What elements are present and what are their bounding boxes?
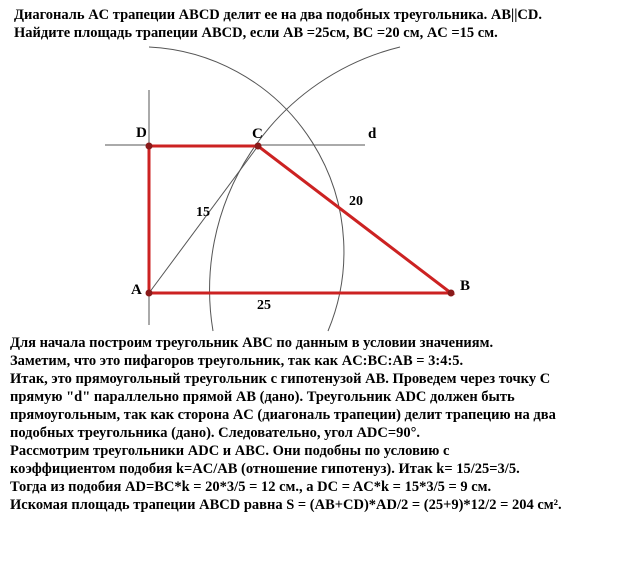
point-a (146, 290, 153, 297)
length-ac: 15 (196, 205, 210, 220)
point-d (146, 143, 153, 150)
solution-line: Тогда из подобия AD=BC*k = 20*3/5 = 12 см., а DC = AC*k = 15*3/5 = 9 см. (10, 479, 492, 495)
solution-line: Для начала построим треугольник ABC по данным в условии значениям. (10, 335, 494, 351)
problem-line-2: Найдите площадь трапеции ABCD, если AB =25см, BC =20 см, AC =15 см. (14, 25, 498, 41)
solution-line: прямоугольным, так как сторона AC (диагональ трапеции) делит трапецию на два (10, 407, 556, 423)
label-line-d: d (368, 126, 377, 142)
label-d: D (136, 125, 147, 141)
label-b: B (460, 278, 471, 294)
solution-line: Заметим, что это пифагоров треугольник, так как AC:BC:AB = 3:4:5. (10, 353, 464, 369)
length-ab: 25 (257, 298, 271, 313)
solution-line: Итак, это прямоугольный треугольник с гипотенузой AB. Проведем через точку С (10, 371, 551, 387)
solution-line: коэффициентом подобия k=AC/AB (отношение гипотенуз). Итак k= 15/25=3/5. (10, 461, 520, 477)
solution-line: прямую "d" параллельно прямой AB (дано). Треугольник ADC должен быть (10, 389, 515, 405)
solution-text (10, 334, 615, 514)
label-c: C (252, 126, 263, 142)
trapezoid-outline (149, 146, 451, 293)
arc-center-b (210, 47, 400, 331)
solution-line: подобных треугольника (дано). Следовательно, угол ADC=90°. (10, 425, 421, 441)
point-c (255, 143, 262, 150)
point-b (448, 290, 455, 297)
problem-line-1: Диагональ AC трапеции ABCD делит ее на два подобных треугольника. AB||CD. (14, 7, 542, 23)
solution-line: Искомая площадь трапеции ABCD равна S = (AB+CD)*AD/2 = (25+9)*12/2 = 204 см². (10, 497, 562, 513)
length-bc: 20 (349, 194, 363, 209)
solution-line: Рассмотрим треугольники ADC и ABC. Они подобны по условию с (10, 443, 450, 459)
label-a: A (131, 282, 142, 298)
